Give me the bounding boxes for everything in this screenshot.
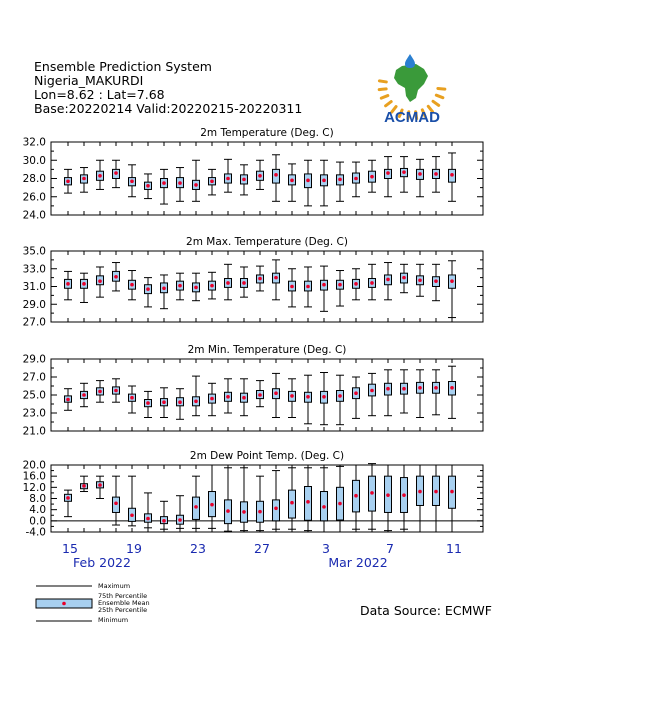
- legend-minimum: Minimum: [98, 616, 129, 624]
- y-tick-label: 25.0: [22, 389, 46, 402]
- box-day-2: [80, 273, 88, 302]
- box-day-5: [128, 476, 136, 526]
- y-tick-label: 28.0: [22, 173, 46, 185]
- box-day-21: [384, 263, 392, 300]
- y-tick-label: 35.0: [22, 245, 46, 258]
- box-day-9: [192, 376, 200, 416]
- box-day-8: [176, 273, 184, 300]
- box-day-15: [288, 468, 296, 529]
- box-day-4: [112, 160, 120, 187]
- mean-marker: [82, 177, 86, 181]
- mean-marker: [274, 276, 278, 280]
- mean-marker: [146, 184, 150, 188]
- box-day-1: [64, 490, 72, 517]
- box-day-14: [272, 471, 280, 530]
- y-tick-label: 33.0: [22, 263, 46, 276]
- mean-marker: [146, 287, 150, 291]
- box-day-15: [288, 379, 296, 418]
- box-day-5: [128, 271, 136, 300]
- mean-marker: [386, 387, 390, 391]
- mean-marker: [338, 283, 342, 287]
- mean-marker: [322, 505, 326, 509]
- data-source: Data Source: ECMWF: [360, 603, 492, 618]
- mean-marker: [354, 494, 358, 498]
- mean-marker: [290, 501, 294, 505]
- mean-marker: [114, 171, 118, 175]
- mean-marker: [210, 503, 214, 507]
- mean-marker: [274, 391, 278, 395]
- mean-marker: [418, 278, 422, 282]
- box-day-17: [320, 468, 328, 532]
- mean-marker: [146, 401, 150, 405]
- box-day-6: [144, 493, 152, 528]
- box-day-15: [288, 269, 296, 307]
- box-day-6: [144, 174, 152, 199]
- box-day-2: [80, 476, 88, 491]
- header-line1: Ensemble Prediction System: [34, 59, 212, 74]
- box-day-12: [240, 379, 248, 416]
- panel-3: [23, 344, 483, 438]
- box-day-8: [176, 168, 184, 202]
- mean-marker: [178, 400, 182, 404]
- mean-marker: [66, 398, 70, 402]
- box-day-3: [96, 267, 104, 297]
- box-day-23: [416, 159, 424, 196]
- box-day-2: [80, 168, 88, 193]
- box-day-21: [384, 157, 392, 197]
- box-day-9: [192, 273, 200, 301]
- box-day-3: [96, 160, 104, 189]
- box-day-4: [112, 263, 120, 291]
- box-day-12: [240, 165, 248, 195]
- box-day-12: [240, 468, 248, 531]
- y-tick-label: 29.0: [22, 298, 46, 311]
- box-day-10: [208, 383, 216, 415]
- box-day-3: [96, 381, 104, 403]
- y-tick-label: 24.0: [22, 209, 46, 222]
- box-day-25: [448, 261, 456, 318]
- mean-marker: [290, 179, 294, 183]
- box-day-18: [336, 271, 344, 307]
- month-label: Mar 2022: [328, 555, 388, 570]
- mean-marker: [370, 281, 374, 285]
- legend-75th: 75th Percentile: [98, 592, 148, 600]
- box-day-2: [80, 383, 88, 406]
- mean-marker: [306, 285, 310, 289]
- mean-marker: [66, 496, 70, 500]
- y-tick-label: 12.0: [22, 481, 46, 494]
- legend-glyph: [36, 586, 92, 621]
- mean-marker: [402, 276, 406, 280]
- mean-marker: [370, 175, 374, 179]
- header-coords: Lon=8.62 : Lat=7.68: [34, 87, 165, 102]
- box-day-18: [336, 466, 344, 532]
- panel-2: [23, 236, 483, 329]
- box-day-11: [224, 379, 232, 413]
- mean-marker: [418, 490, 422, 494]
- legend-mean: Ensemble Mean: [98, 599, 150, 607]
- mean-marker: [82, 484, 86, 488]
- mean-marker: [226, 395, 230, 399]
- mean-marker: [338, 394, 342, 398]
- y-tick-label: 8.0: [29, 493, 46, 505]
- mean-marker: [146, 517, 150, 521]
- box-day-7: [160, 388, 168, 418]
- box-day-13: [256, 381, 264, 407]
- box-day-7: [160, 275, 168, 309]
- y-tick-label: -4.0: [25, 526, 46, 539]
- mean-marker: [162, 181, 166, 185]
- box-day-11: [224, 264, 232, 300]
- box-day-16: [304, 267, 312, 307]
- box-day-5: [128, 165, 136, 197]
- mean-marker: [258, 393, 262, 397]
- mean-marker: [162, 286, 166, 290]
- legend-mean-marker: [62, 602, 66, 606]
- mean-marker: [402, 387, 406, 391]
- mean-marker: [418, 172, 422, 176]
- x-tick-label: 15: [62, 541, 78, 556]
- mean-marker: [306, 395, 310, 399]
- box-day-17: [320, 373, 328, 425]
- mean-marker: [338, 178, 342, 182]
- box-day-19: [352, 377, 360, 418]
- mean-marker: [82, 282, 86, 286]
- box-day-23: [416, 370, 424, 418]
- mean-marker: [290, 285, 294, 289]
- box-day-19: [352, 162, 360, 197]
- x-tick-label: 7: [386, 541, 394, 556]
- y-tick-label: 4.0: [29, 504, 46, 517]
- y-tick-label: 31.0: [22, 281, 46, 293]
- box-day-25: [448, 465, 456, 532]
- mean-marker: [402, 170, 406, 174]
- box-day-18: [336, 162, 344, 201]
- mean-marker: [98, 174, 102, 178]
- box-day-20: [368, 464, 376, 530]
- mean-marker: [306, 179, 310, 183]
- panel-title: 2m Dew Point Temp. (Deg. C): [189, 450, 345, 462]
- mean-marker: [82, 393, 86, 397]
- month-label: Feb 2022: [73, 555, 131, 570]
- mean-marker: [258, 510, 262, 514]
- logo-text: ACMAD: [384, 109, 440, 126]
- mean-marker: [274, 173, 278, 177]
- mean-marker: [434, 386, 438, 390]
- box-day-10: [208, 272, 216, 299]
- panel-title: 2m Temperature (Deg. C): [200, 127, 334, 139]
- mean-marker: [322, 283, 326, 287]
- box-day-24: [432, 264, 440, 300]
- box-day-25: [448, 366, 456, 418]
- mean-marker: [178, 284, 182, 288]
- mean-marker: [98, 483, 102, 487]
- mean-marker: [130, 396, 134, 400]
- y-tick-label: 30.0: [22, 154, 46, 167]
- box-day-6: [144, 278, 152, 307]
- box-day-7: [160, 169, 168, 204]
- box-day-1: [64, 389, 72, 411]
- mean-marker: [258, 277, 262, 281]
- mean-marker: [402, 493, 406, 497]
- box-day-20: [368, 264, 376, 300]
- box-day-7: [160, 501, 168, 529]
- mean-marker: [450, 279, 454, 283]
- y-tick-label: 21.0: [22, 425, 46, 438]
- box-day-23: [416, 465, 424, 532]
- mean-marker: [242, 178, 246, 182]
- box-day-4: [112, 476, 120, 525]
- box-day-11: [224, 159, 232, 192]
- y-tick-label: 27.0: [22, 371, 46, 384]
- mean-marker: [210, 284, 214, 288]
- y-tick-label: 16.0: [22, 470, 46, 483]
- mean-marker: [290, 394, 294, 398]
- mean-marker: [434, 279, 438, 283]
- box-day-11: [224, 468, 232, 531]
- box-day-13: [256, 476, 264, 530]
- box-day-23: [416, 264, 424, 296]
- mean-marker: [386, 493, 390, 497]
- mean-marker: [194, 400, 198, 404]
- box-day-19: [352, 465, 360, 529]
- box-day-5: [128, 386, 136, 413]
- mean-marker: [210, 397, 214, 401]
- box-day-15: [288, 164, 296, 201]
- box-day-24: [432, 157, 440, 193]
- mean-marker: [194, 505, 198, 509]
- box-day-6: [144, 391, 152, 417]
- mean-marker: [226, 509, 230, 513]
- x-tick-label: 3: [322, 541, 330, 556]
- mean-marker: [354, 282, 358, 286]
- box-day-13: [256, 266, 264, 291]
- mean-marker: [178, 518, 182, 522]
- box-day-12: [240, 267, 248, 297]
- mean-marker: [114, 275, 118, 279]
- panel-1: [23, 127, 483, 222]
- box-day-25: [448, 153, 456, 201]
- box-day-21: [384, 370, 392, 416]
- mean-marker: [306, 500, 310, 504]
- mean-marker: [386, 171, 390, 175]
- mean-marker: [66, 282, 70, 286]
- x-tick-label: 11: [446, 541, 462, 556]
- box-day-17: [320, 160, 328, 206]
- mean-marker: [226, 177, 230, 181]
- mean-marker: [338, 502, 342, 506]
- y-tick-label: 26.0: [22, 191, 46, 204]
- mean-marker: [370, 491, 374, 495]
- panel-4: [23, 450, 483, 570]
- mean-marker: [98, 390, 102, 394]
- box-day-22: [400, 264, 408, 292]
- box-day-10: [208, 465, 216, 528]
- mean-marker: [162, 519, 166, 523]
- x-tick-label: 19: [126, 541, 142, 556]
- y-tick-label: 27.0: [22, 316, 46, 329]
- box-day-9: [192, 160, 200, 201]
- panel-title: 2m Min. Temperature (Deg. C): [187, 344, 347, 356]
- x-tick-label: 23: [190, 541, 206, 556]
- box-day-22: [400, 157, 408, 193]
- box-day-24: [432, 370, 440, 415]
- box-day-10: [208, 169, 216, 195]
- mean-marker: [210, 179, 214, 183]
- box-day-22: [400, 465, 408, 529]
- box-day-3: [96, 476, 104, 498]
- box-day-1: [64, 271, 72, 299]
- box-day-14: [272, 155, 280, 202]
- box-day-17: [320, 266, 328, 311]
- mean-marker: [194, 286, 198, 290]
- mean-marker: [130, 513, 134, 517]
- header-station: Nigeria_MAKURDI: [34, 73, 144, 88]
- y-tick-label: 23.0: [22, 407, 46, 420]
- mean-marker: [274, 506, 278, 510]
- box-day-13: [256, 160, 264, 189]
- box-day-8: [176, 389, 184, 420]
- iqr-box: [273, 500, 280, 521]
- box-day-14: [272, 260, 280, 300]
- mean-marker: [98, 279, 102, 283]
- y-tick-label: 32.0: [22, 136, 46, 149]
- box-day-1: [64, 169, 72, 193]
- mean-marker: [322, 395, 326, 399]
- y-tick-label: 20.0: [22, 459, 46, 472]
- mean-marker: [194, 183, 198, 187]
- mean-marker: [450, 386, 454, 390]
- box-day-16: [304, 375, 312, 424]
- box-day-19: [352, 269, 360, 300]
- mean-marker: [242, 510, 246, 514]
- mean-marker: [242, 396, 246, 400]
- panel-title: 2m Max. Temperature (Deg. C): [186, 236, 348, 248]
- mean-marker: [130, 283, 134, 287]
- mean-marker: [354, 177, 358, 181]
- mean-marker: [450, 490, 454, 494]
- legend-25th: 25th Percentile: [98, 606, 148, 614]
- y-tick-label: 0.0: [29, 515, 46, 528]
- mean-marker: [450, 173, 454, 177]
- legend-maximum: Maximum: [98, 582, 131, 590]
- mean-marker: [130, 179, 134, 183]
- box-day-20: [368, 160, 376, 192]
- mean-marker: [258, 174, 262, 178]
- mean-marker: [66, 179, 70, 183]
- mean-marker: [354, 391, 358, 395]
- mean-marker: [178, 181, 182, 185]
- mean-marker: [434, 172, 438, 176]
- mean-marker: [226, 281, 230, 285]
- header-dates: Base:20220214 Valid:20220215-20220311: [34, 101, 303, 116]
- y-tick-label: 29.0: [22, 353, 46, 366]
- box-day-8: [176, 496, 184, 529]
- box-day-18: [336, 375, 344, 425]
- mean-marker: [114, 501, 118, 505]
- mean-marker: [114, 389, 118, 393]
- box-day-4: [112, 379, 120, 402]
- box-day-24: [432, 465, 440, 532]
- mean-marker: [418, 386, 422, 390]
- mean-marker: [386, 278, 390, 282]
- box-day-22: [400, 370, 408, 413]
- box-day-14: [272, 373, 280, 417]
- mean-marker: [434, 490, 438, 494]
- x-tick-label: 27: [254, 541, 270, 556]
- mean-marker: [242, 281, 246, 285]
- box-day-20: [368, 373, 376, 415]
- box-day-16: [304, 160, 312, 206]
- mean-marker: [370, 389, 374, 393]
- mean-marker: [322, 179, 326, 183]
- mean-marker: [162, 400, 166, 404]
